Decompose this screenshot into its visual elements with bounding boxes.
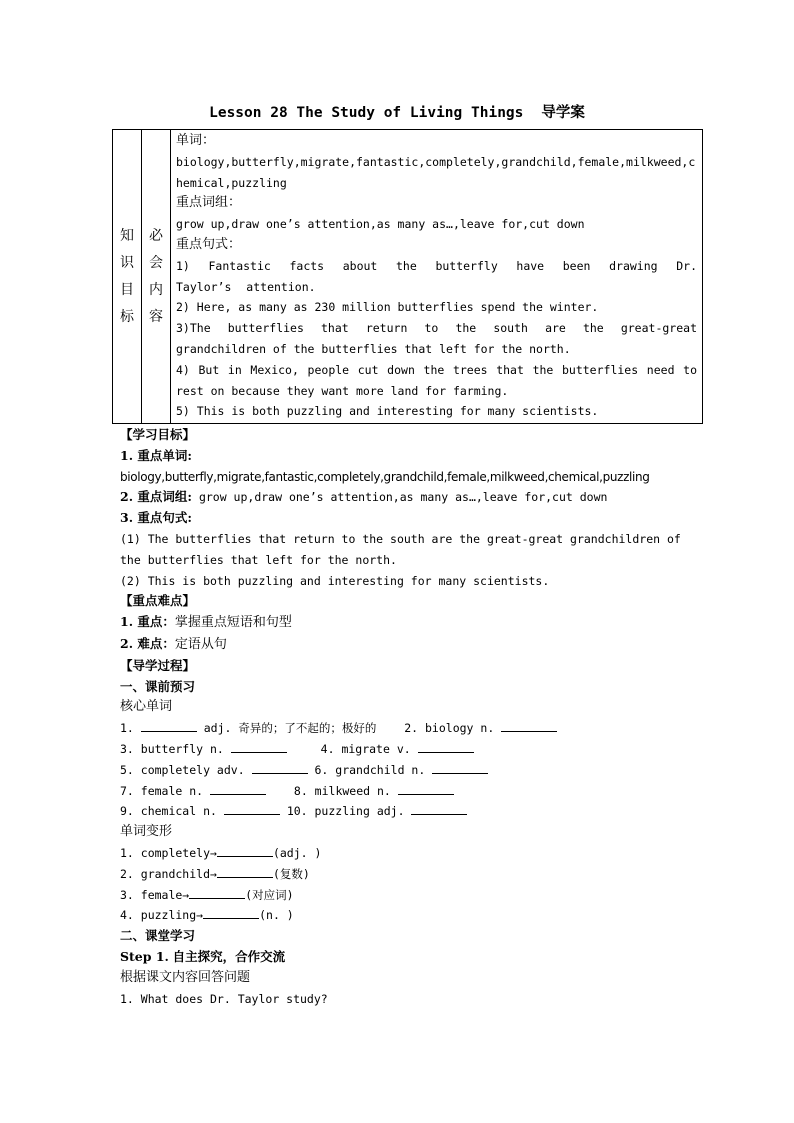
answer-blank[interactable] <box>224 804 280 815</box>
goal-2-label: 2. 重点词组: <box>120 489 193 505</box>
goal-3-sentence-1a: (1) The butterflies that return to the south are the great-great grandchildren of <box>120 531 681 546</box>
word-form-prompt: 1. completely→ <box>120 845 217 860</box>
goal-1-text: biology,butterfly,migrate,fantastic,completely,grandchild,female,milkweed,chemical,puzzling <box>120 469 650 484</box>
class-study-heading: 二、课堂学习 <box>120 928 196 944</box>
word-form-row <box>120 885 680 906</box>
page-title <box>0 101 794 122</box>
vocab-definition: adj. 奇异的；了不起的；极好的 <box>203 721 377 736</box>
answer-blank[interactable] <box>432 763 488 774</box>
vocab-prompt: 7. female n. <box>120 783 204 798</box>
col1-char: 目 <box>120 281 134 298</box>
question-1: 1. What does Dr. Taylor study? <box>120 991 328 1006</box>
vocab-prompt: 8. milkweed n. <box>293 783 391 798</box>
vocab-row <box>120 739 680 760</box>
goal-3-sentence-2: (2) This is both puzzling and interesting for many scientists. <box>120 573 550 588</box>
col1-char: 知 <box>120 227 134 244</box>
sentences-label: 重点句式： <box>176 236 242 252</box>
difficulty-heading: 【重点难点】 <box>120 593 196 609</box>
step-1-text: 自主探究，合作交流 <box>172 948 286 964</box>
required-content-cell <box>171 130 703 424</box>
sentence-item: 5) This is both puzzling and interesting for many scientists. <box>176 404 599 419</box>
vocab-row <box>120 718 680 739</box>
answer-blank[interactable] <box>252 763 308 774</box>
title-en: Lesson 28 The Study of Living Things <box>209 105 524 121</box>
word-form-note: (adj. ) <box>272 845 322 860</box>
sentence-item: 2) Here, as many as 230 million butterflies spend the winter. <box>176 300 599 315</box>
difficulty-2-label: 2. 难点： <box>120 635 175 651</box>
phrases-label: 重点词组： <box>176 195 242 211</box>
word-form-prompt: 4. puzzling→ <box>120 908 204 923</box>
learning-goals-heading: 【学习目标】 <box>120 427 196 442</box>
words-label: 单词： <box>176 133 216 148</box>
col2-char: 必 <box>149 227 163 244</box>
title-cn: 导学案 <box>541 104 585 121</box>
core-words-heading: 核心单词 <box>120 699 173 715</box>
difficulty-2-text: 定语从句 <box>174 636 227 652</box>
answer-blank[interactable] <box>141 721 197 732</box>
phrases-list: grow up,draw one’s attention,as many as…,leave for,cut down <box>176 217 585 232</box>
answer-blank[interactable] <box>398 784 454 795</box>
word-form-prompt: 2. grandchild→ <box>120 866 217 881</box>
col2-char: 内 <box>149 281 163 298</box>
difficulty-1-label: 1. 重点： <box>120 614 175 630</box>
word-forms-heading: 单词变形 <box>120 824 173 840</box>
sentence-item: 3)The butterflies that return to the south are the great-great grandchildren of the butterflies that left for the north. <box>176 321 697 356</box>
answer-blank[interactable] <box>189 888 245 899</box>
word-form-note: (对应词) <box>245 887 294 902</box>
vocab-prompt: 9. chemical n. <box>120 804 217 819</box>
vocab-prompt: 2. biology n. <box>404 721 495 736</box>
sentence-item: 1) Fantastic facts about the butterfly have been drawing Dr. Taylor’s attention. <box>176 258 697 294</box>
words-list: biology,butterfly,migrate,fantastic,completely,grandchild,female,milkweed,chemical,puzzling <box>176 154 696 190</box>
vocab-prompt: 10. puzzling adj. <box>286 804 405 819</box>
knowledge-goal-label <box>113 130 142 424</box>
answer-blank[interactable] <box>217 846 273 857</box>
word-form-row <box>120 905 680 926</box>
required-content-label <box>142 130 171 424</box>
goal-3-sentence-1b: the butterflies that left for the north. <box>120 552 397 567</box>
vocab-prompt: 4. migrate v. <box>320 741 411 756</box>
col2-char: 会 <box>149 254 163 271</box>
step-1-label: Step 1. <box>120 948 169 964</box>
word-form-note: (复数) <box>272 866 310 881</box>
knowledge-goals-table <box>112 129 703 424</box>
vocab-prompt: 6. grandchild n. <box>314 762 426 777</box>
vocab-prompt: 5. completely adv. <box>120 762 245 777</box>
answer-blank[interactable] <box>210 784 266 795</box>
word-form-prompt: 3. female→ <box>120 887 190 902</box>
answer-blank[interactable] <box>217 867 273 878</box>
sentence-item: 4) But in Mexico, people cut down the trees that the butterflies need to rest on because they want more land for farming. <box>176 362 697 398</box>
answer-blank[interactable] <box>501 721 557 732</box>
word-form-row <box>120 864 680 885</box>
vocab-prompt: 1. <box>120 721 134 736</box>
vocab-prompt: 3. butterfly n. <box>120 741 224 756</box>
col2-char: 容 <box>149 308 163 325</box>
worksheet-body <box>120 425 680 1009</box>
word-form-note: (n. ) <box>259 908 294 923</box>
process-heading: 【导学过程】 <box>120 657 196 673</box>
preview-heading: 一、课前预习 <box>120 678 196 694</box>
vocab-row <box>120 801 680 822</box>
answer-blank[interactable] <box>418 742 474 753</box>
answer-blank[interactable] <box>203 908 259 919</box>
instruction-text: 根据课文内容回答问题 <box>120 969 251 985</box>
goal-1-label: 1. 重点单词: <box>120 447 193 463</box>
vocab-row <box>120 760 680 781</box>
vocab-row <box>120 781 680 802</box>
col1-char: 识 <box>120 254 134 271</box>
difficulty-1-text: 掌握重点短语和句型 <box>174 615 292 631</box>
goal-2-text: grow up,draw one’s attention,as many as…,leave for,cut down <box>192 490 608 505</box>
word-form-row <box>120 843 680 864</box>
goal-3-label: 3. 重点句式: <box>120 510 193 526</box>
answer-blank[interactable] <box>231 742 287 753</box>
col1-char: 标 <box>120 308 134 325</box>
answer-blank[interactable] <box>411 804 467 815</box>
